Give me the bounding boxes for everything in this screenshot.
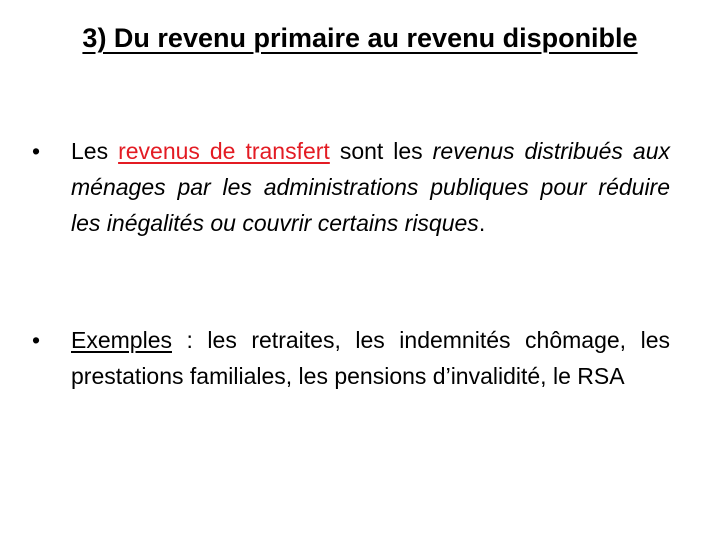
text-segment: sont les xyxy=(329,138,433,164)
text-segment: : les retraites, les indemnités chômage, les prestations familiales, les pensions d’invalidité, le RSA xyxy=(71,327,670,389)
slide-title: 3) Du revenu primaire au revenu disponible xyxy=(82,23,638,53)
bullet-marker: • xyxy=(32,327,41,353)
bullet-marker: • xyxy=(32,138,41,164)
bullet-item-revenus-transfert xyxy=(30,133,670,241)
text-segment: Les xyxy=(71,138,119,164)
highlighted-term: revenus de transfert xyxy=(118,138,330,164)
italic-definition: revenus distribués aux ménages par les administrations publiques pour réduire les inégalités ou couvrir certains risques xyxy=(71,138,670,236)
bullet-text xyxy=(71,322,670,394)
bullet-text xyxy=(71,133,670,241)
text-segment: . xyxy=(478,210,486,236)
underlined-label: Exemples xyxy=(71,327,172,353)
bullet-item-exemples xyxy=(30,322,670,394)
